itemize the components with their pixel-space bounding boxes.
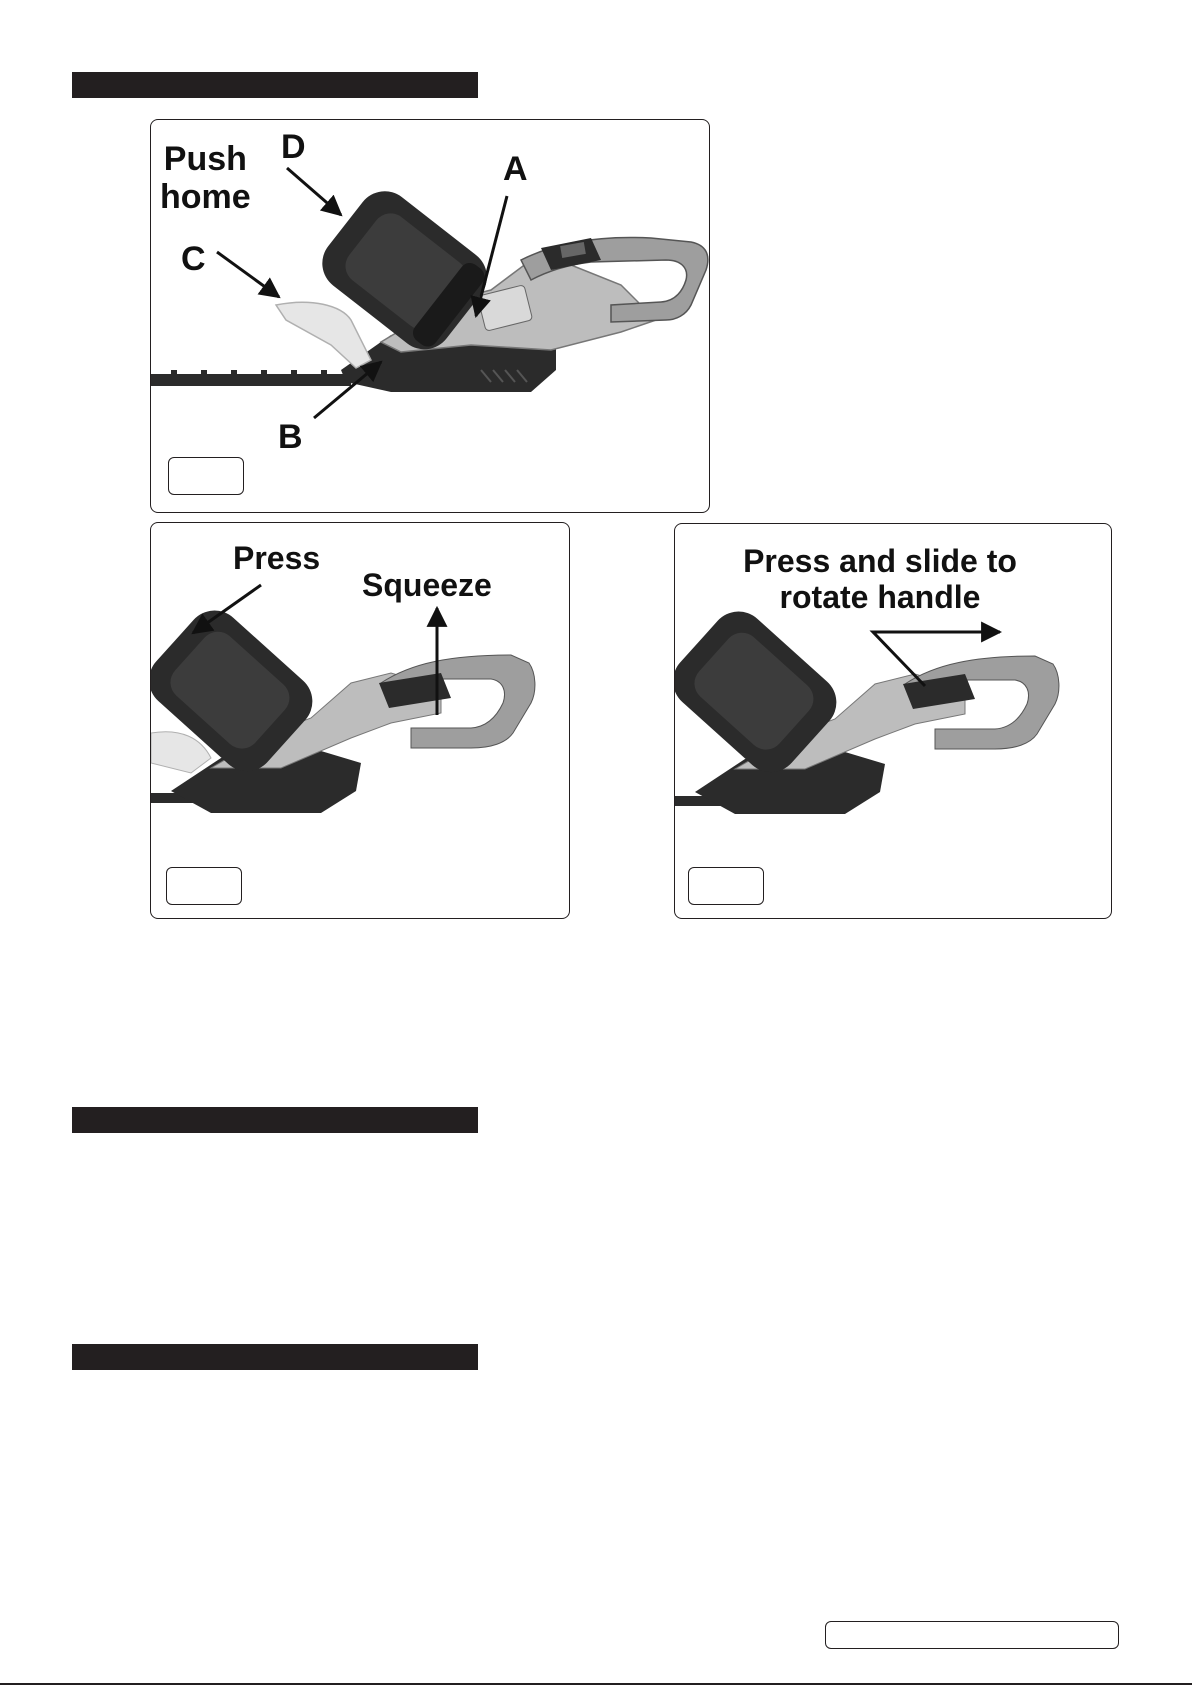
figure-2-panel	[150, 522, 570, 919]
figure-3-panel	[674, 523, 1112, 919]
section-header-bar-3	[72, 1344, 478, 1370]
label-d: D	[281, 128, 306, 166]
label-a: A	[503, 150, 528, 188]
figure-2-number-box	[166, 867, 242, 905]
press-and-slide-label: Press and slide to rotate handle	[743, 543, 1017, 615]
page-number-box	[825, 1621, 1119, 1649]
squeeze-label: Squeeze	[362, 567, 492, 603]
figure-1-number-box	[168, 457, 244, 495]
hedge-trimmer-handle-illustration	[151, 523, 569, 918]
press-label: Press	[233, 540, 321, 576]
section-header-bar-2	[72, 1107, 478, 1133]
label-c: C	[181, 240, 206, 278]
section-header-bar-1	[72, 72, 478, 98]
label-b: B	[278, 418, 303, 456]
figure-1-panel	[150, 119, 710, 513]
push-home-label: Push home	[160, 140, 251, 217]
figure-3-number-box	[688, 867, 764, 905]
